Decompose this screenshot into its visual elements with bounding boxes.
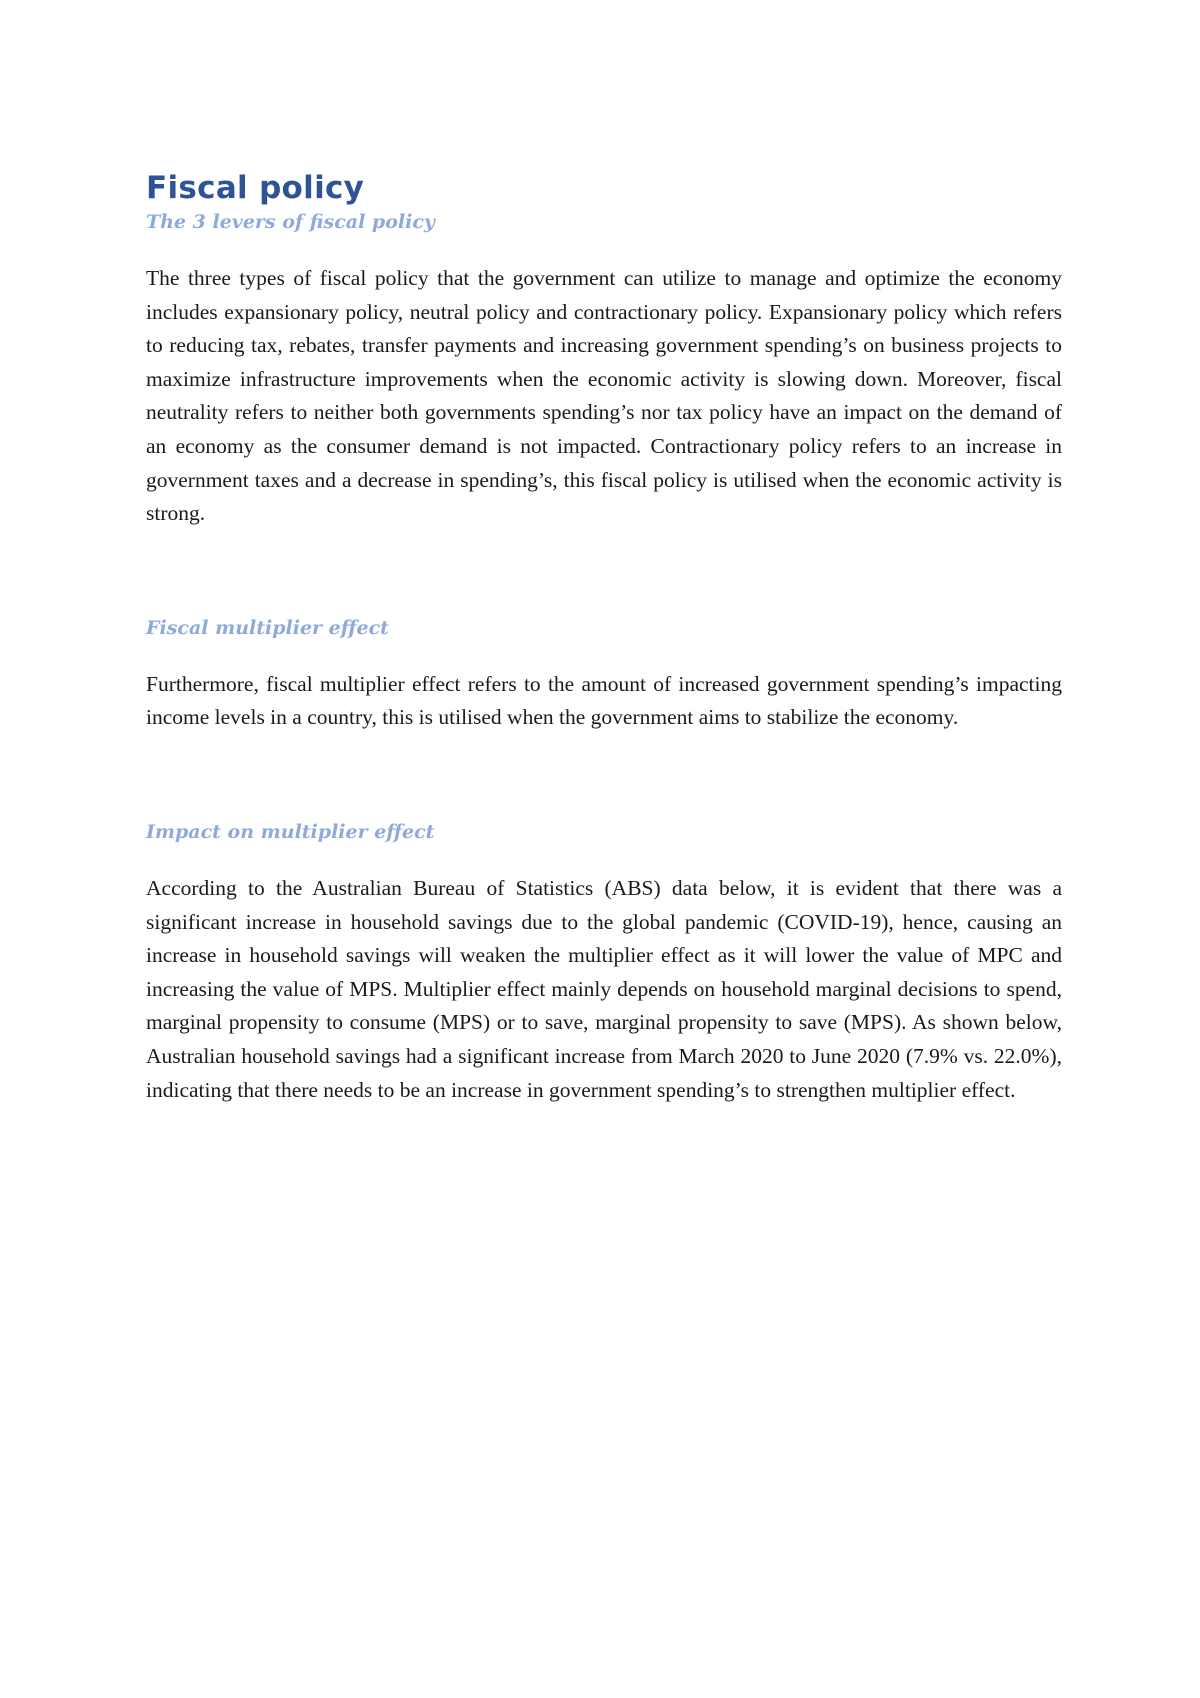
section-body-impact: According to the Australian Bureau of Statistics (ABS) data below, it is evident that there was a significant increase in household savings due to the global pandemic (COVID-19), hence, causing an increase in household savings will weaken the multiplier effect as it will lower the value of MPC and increasing the value of MPS. Multiplier effect mainly depends on household marginal decisions to spend, marginal propensity to consume (MPS) or to save, marginal propensity to save (MPS). As shown below, Australian household savings had a significant increase from March 2020 to June 2020 (7.9% vs. 22.0%), indicating that there needs to be an increase in government spending’s to strengthen multiplier effect. <box>146 875 1062 1102</box>
section-body-levers: The three types of fiscal policy that the government can utilize to manage and optimize the economy includes expansionary policy, neutral policy and contractionary policy. Expansionary policy which refers to reducing tax, rebates, transfer payments and increasing government spending’s on business projects to maximize infrastructure improvements when the economic activity is slowing down. Moreover, fiscal neutrality refers to neither both governments spending’s nor tax policy have an impact on the demand of an economy as the consumer demand is not impacted. Contractionary policy refers to an increase in government taxes and a decrease in spending’s, this fiscal policy is utilised when the economic activity is strong. <box>146 266 1062 526</box>
section-heading-multiplier: Fiscal multiplier effect <box>146 616 389 639</box>
section-heading-impact: Impact on multiplier effect <box>146 820 435 843</box>
page-title: Fiscal policy <box>146 170 365 206</box>
document-content <box>146 168 1062 1107</box>
section-body-multiplier: Furthermore, fiscal multiplier effect refers to the amount of increased government spending’s impacting income levels in a country, this is utilised when the government aims to stabilize the economy. <box>146 671 1062 730</box>
section-heading-levers: The 3 levers of fiscal policy <box>146 211 435 233</box>
